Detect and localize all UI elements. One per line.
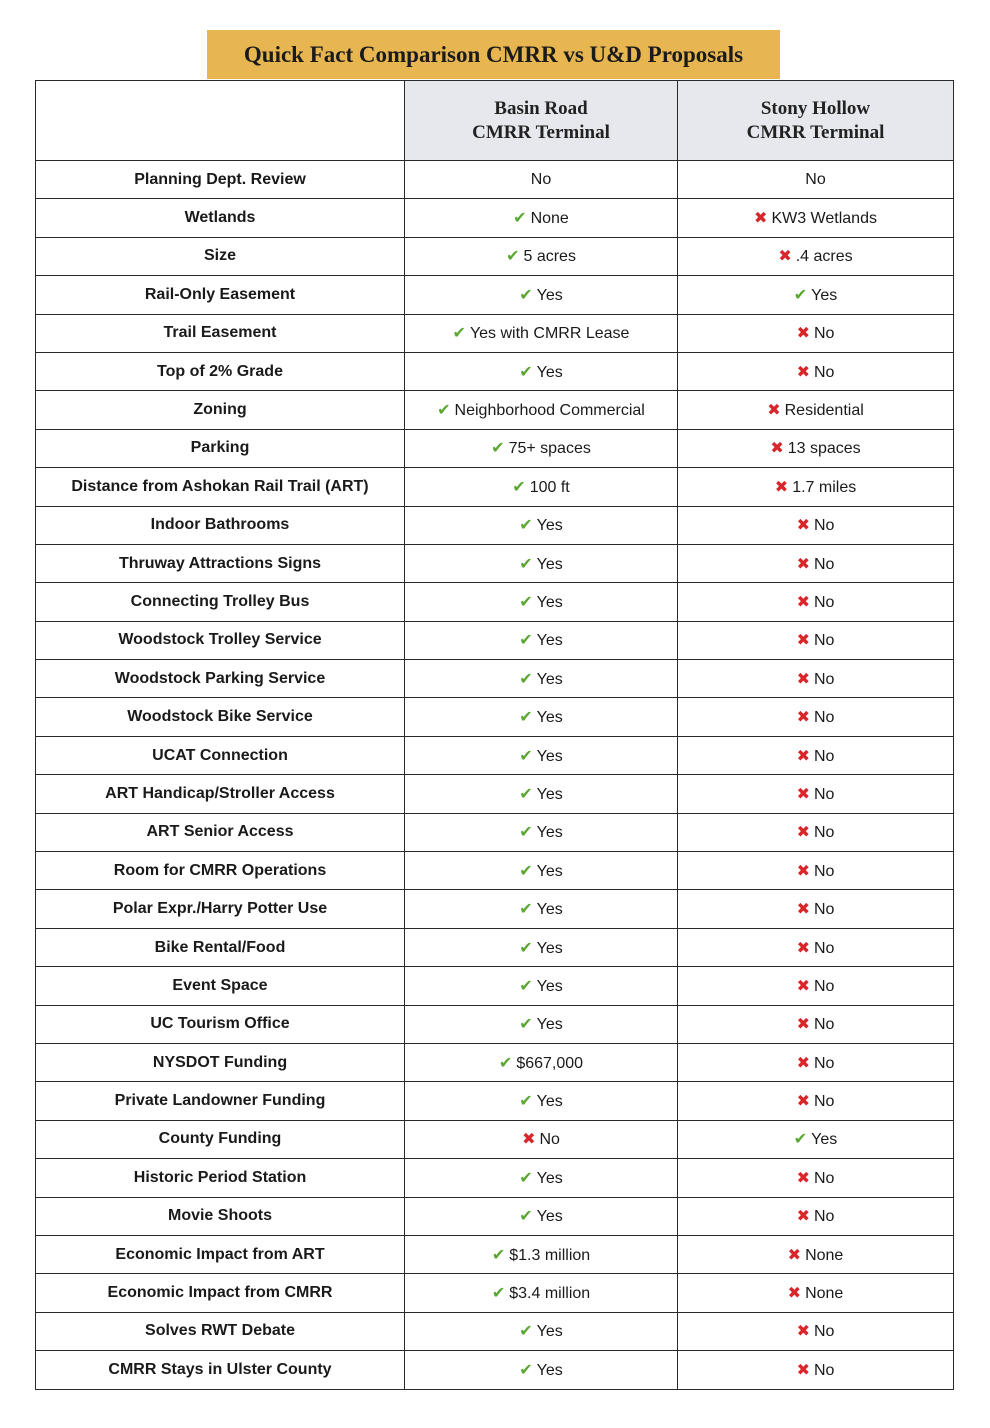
table-row [36,621,954,659]
row-label: NYSDOT Funding [36,1043,405,1081]
stony-hollow-value-cell [678,1082,954,1120]
basin-road-value-cell [405,544,678,582]
value-text: Yes [536,1323,563,1341]
header-blank-cell [36,81,405,161]
value-text: Yes [811,286,838,304]
cross-icon: ✖ [796,325,810,343]
table-row [36,161,954,199]
value-text: No [813,517,835,535]
basin-road-value-cell [405,852,678,890]
check-icon: ✔ [491,1246,506,1264]
check-icon: ✔ [498,1054,513,1072]
row-label: Zoning [36,391,405,429]
basin-road-value-cell [405,1235,678,1273]
check-icon: ✔ [519,1169,533,1187]
value-text: No [813,862,835,880]
table-row [36,391,954,429]
table-row [36,544,954,582]
cross-icon: ✖ [796,1016,810,1034]
column-header-line1: Basin Road [494,97,588,119]
basin-road-value-cell [405,1159,678,1197]
cross-icon: ✖ [796,785,810,803]
table-row [36,1274,954,1312]
value-text: Yes [536,939,563,957]
basin-road-value-cell [405,928,678,966]
value-text: No [813,325,835,343]
check-icon: ✔ [506,248,520,266]
cross-icon: ✖ [796,1093,810,1111]
row-label: Size [36,237,405,275]
cross-icon: ✖ [796,824,810,842]
column-header-line2: CMRR Terminal [746,121,885,143]
check-icon: ✔ [519,517,533,535]
cross-icon: ✖ [796,555,810,573]
row-label: Bike Rental/Food [36,928,405,966]
table-row [36,506,954,544]
check-icon: ✔ [519,785,533,803]
cross-icon: ✖ [796,1323,810,1341]
stony-hollow-value-cell [678,890,954,928]
basin-road-value-cell [405,1351,678,1389]
value-text: Yes [536,593,563,611]
table-row [36,928,954,966]
row-label: Rail-Only Easement [36,276,405,314]
stony-hollow-value-cell [678,199,954,237]
table-row [36,199,954,237]
basin-road-value-cell [405,506,678,544]
value-text: No [813,747,835,765]
basin-road-value-cell [405,813,678,851]
value-text: Yes with CMRR Lease [469,325,630,343]
basin-road-value-cell [405,237,678,275]
value-text: No [813,363,835,381]
basin-road-value-cell [405,1312,678,1350]
row-label: Private Landowner Funding [36,1082,405,1120]
value-text: No [530,170,552,188]
row-label: Polar Expr./Harry Potter Use [36,890,405,928]
value-text: Yes [536,286,563,304]
stony-hollow-value-cell [678,391,954,429]
value-text: No [813,939,835,957]
check-icon: ✔ [519,709,533,727]
stony-hollow-value-cell [678,775,954,813]
value-text: No [813,1323,835,1341]
basin-road-value-cell [405,314,678,352]
cross-icon: ✖ [796,709,810,727]
row-label: UC Tourism Office [36,1005,405,1043]
cross-icon: ✖ [796,747,810,765]
stony-hollow-value-cell [678,852,954,890]
cross-icon: ✖ [796,939,810,957]
column-header-line1: Stony Hollow [760,97,871,119]
table-row [36,1043,954,1081]
cross-icon: ✖ [787,1246,802,1264]
page-title: Quick Fact Comparison CMRR vs U&D Proposals [207,30,780,79]
table-row [36,1120,954,1158]
row-label: UCAT Connection [36,736,405,774]
check-icon: ✔ [452,325,466,343]
row-label: Thruway Attractions Signs [36,544,405,582]
basin-road-value-cell [405,660,678,698]
value-text: Yes [536,1169,563,1187]
stony-hollow-value-cell [678,429,954,467]
value-text: Residential [784,402,864,420]
row-label: Woodstock Trolley Service [36,621,405,659]
stony-hollow-value-cell [678,967,954,1005]
stony-hollow-value-cell [678,1197,954,1235]
value-text: Yes [536,1016,563,1034]
stony-hollow-value-cell [678,506,954,544]
row-label: County Funding [36,1120,405,1158]
value-text: No [805,170,826,188]
value-text: No [813,1016,835,1034]
value-text: Yes [811,1131,838,1149]
check-icon: ✔ [519,1093,533,1111]
row-label: Economic Impact from ART [36,1235,405,1273]
value-text: 5 acres [523,248,576,266]
value-text: No [813,824,835,842]
table-row [36,1005,954,1043]
comparison-table [35,80,954,1390]
table-row [36,1351,954,1389]
value-text: .4 acres [795,248,853,266]
cross-icon: ✖ [778,248,792,266]
table-row [36,468,954,506]
basin-road-value-cell [405,468,678,506]
value-text: No [813,1093,835,1111]
stony-hollow-value-cell [678,660,954,698]
table-row [36,1235,954,1273]
basin-road-value-cell [405,890,678,928]
basin-road-value-cell [405,161,678,199]
row-label: Event Space [36,967,405,1005]
table-row [36,736,954,774]
check-icon: ✔ [793,286,808,304]
stony-hollow-value-cell [678,1120,954,1158]
value-text: None [805,1285,844,1303]
row-label: Wetlands [36,199,405,237]
value-text: Yes [536,785,563,803]
table-row [36,775,954,813]
value-text: $667,000 [516,1054,584,1072]
row-label: Distance from Ashokan Rail Trail (ART) [36,468,405,506]
check-icon: ✔ [519,363,533,381]
stony-hollow-value-cell [678,698,954,736]
row-label: Parking [36,429,405,467]
table-row [36,237,954,275]
check-icon: ✔ [491,1285,506,1303]
column-header-basin-road [405,81,678,161]
row-label: Planning Dept. Review [36,161,405,199]
value-text: None [530,210,569,228]
value-text: 100 ft [529,478,570,496]
cross-icon: ✖ [754,210,768,228]
row-label: ART Senior Access [36,813,405,851]
stony-hollow-value-cell [678,736,954,774]
value-text: Yes [536,555,563,573]
value-text: Yes [536,977,563,995]
table-row [36,583,954,621]
check-icon: ✔ [519,593,533,611]
value-text: Yes [536,862,563,880]
check-icon: ✔ [491,440,505,458]
stony-hollow-value-cell [678,1005,954,1043]
value-text: Yes [536,632,563,650]
table-row [36,698,954,736]
basin-road-value-cell [405,391,678,429]
cross-icon: ✖ [796,1169,810,1187]
stony-hollow-value-cell [678,1312,954,1350]
stony-hollow-value-cell [678,928,954,966]
value-text: Yes [536,901,563,919]
check-icon: ✔ [519,1323,533,1341]
cross-icon: ✖ [796,862,810,880]
value-text: Yes [536,1208,563,1226]
cross-icon: ✖ [796,1208,810,1226]
check-icon: ✔ [519,286,533,304]
value-text: No [813,670,835,688]
check-icon: ✔ [513,210,527,228]
basin-road-value-cell [405,429,678,467]
cross-icon: ✖ [522,1131,536,1149]
table-row [36,1312,954,1350]
value-text: No [813,1208,835,1226]
check-icon: ✔ [519,1016,533,1034]
stony-hollow-value-cell [678,468,954,506]
check-icon: ✔ [519,901,533,919]
table-row [36,276,954,314]
stony-hollow-value-cell [678,1274,954,1312]
table-row [36,1197,954,1235]
cross-icon: ✖ [796,1361,810,1379]
cross-icon: ✖ [767,402,781,420]
check-icon: ✔ [519,1208,533,1226]
basin-road-value-cell [405,1274,678,1312]
stony-hollow-value-cell [678,237,954,275]
stony-hollow-value-cell [678,352,954,390]
basin-road-value-cell [405,775,678,813]
row-label: Solves RWT Debate [36,1312,405,1350]
cross-icon: ✖ [796,517,810,535]
row-label: Room for CMRR Operations [36,852,405,890]
stony-hollow-value-cell [678,161,954,199]
basin-road-value-cell [405,276,678,314]
row-label: ART Handicap/Stroller Access [36,775,405,813]
basin-road-value-cell [405,1082,678,1120]
value-text: No [813,1169,835,1187]
row-label: Woodstock Bike Service [36,698,405,736]
table-row [36,1082,954,1120]
stony-hollow-value-cell [678,583,954,621]
cross-icon: ✖ [796,1054,810,1072]
basin-road-value-cell [405,621,678,659]
cross-icon: ✖ [796,977,810,995]
value-text: KW3 Wetlands [771,210,877,228]
check-icon: ✔ [519,1361,533,1379]
stony-hollow-value-cell [678,1043,954,1081]
value-text: Yes [536,824,563,842]
check-icon: ✔ [519,824,533,842]
value-text: No [813,1054,835,1072]
basin-road-value-cell [405,1197,678,1235]
cross-icon: ✖ [796,593,810,611]
value-text: $3.4 million [509,1285,591,1303]
value-text: No [813,977,835,995]
value-text: No [813,1361,835,1379]
cross-icon: ✖ [796,901,810,919]
stony-hollow-value-cell [678,1235,954,1273]
value-text: Yes [536,670,563,688]
value-text: No [813,785,835,803]
stony-hollow-value-cell [678,1351,954,1389]
row-label: Top of 2% Grade [36,352,405,390]
table-row [36,967,954,1005]
value-text: None [805,1246,844,1264]
cross-icon: ✖ [796,670,810,688]
table-row [36,352,954,390]
basin-road-value-cell [405,1005,678,1043]
value-text: 1.7 miles [792,478,857,496]
value-text: Yes [536,517,563,535]
cross-icon: ✖ [770,440,784,458]
row-label: Connecting Trolley Bus [36,583,405,621]
value-text: No [813,632,835,650]
basin-road-value-cell [405,1120,678,1158]
value-text: Yes [536,1093,563,1111]
basin-road-value-cell [405,967,678,1005]
row-label: Movie Shoots [36,1197,405,1235]
check-icon: ✔ [793,1131,808,1149]
stony-hollow-value-cell [678,276,954,314]
value-text: $1.3 million [509,1246,591,1264]
table-row [36,314,954,352]
check-icon: ✔ [519,977,533,995]
value-text: Neighborhood Commercial [454,402,645,420]
row-label: Trail Easement [36,314,405,352]
basin-road-value-cell [405,698,678,736]
check-icon: ✔ [519,862,533,880]
basin-road-value-cell [405,352,678,390]
value-text: 75+ spaces [508,440,591,458]
column-header-stony-hollow [678,81,954,161]
row-label: CMRR Stays in Ulster County [36,1351,405,1389]
check-icon: ✔ [519,939,533,957]
check-icon: ✔ [519,555,533,573]
value-text: Yes [536,747,563,765]
basin-road-value-cell [405,736,678,774]
basin-road-value-cell [405,199,678,237]
table-row [36,429,954,467]
row-label: Indoor Bathrooms [36,506,405,544]
value-text: Yes [536,1361,563,1379]
cross-icon: ✖ [774,478,789,496]
check-icon: ✔ [437,402,451,420]
stony-hollow-value-cell [678,621,954,659]
stony-hollow-value-cell [678,544,954,582]
table-row [36,660,954,698]
stony-hollow-value-cell [678,314,954,352]
row-label: Historic Period Station [36,1159,405,1197]
value-text: No [539,1131,560,1149]
table-row [36,852,954,890]
basin-road-value-cell [405,1043,678,1081]
value-text: No [813,709,835,727]
value-text: No [813,901,835,919]
value-text: No [813,555,835,573]
table-row [36,1159,954,1197]
value-text: 13 spaces [787,440,861,458]
table-row [36,813,954,851]
check-icon: ✔ [519,632,533,650]
row-label: Woodstock Parking Service [36,660,405,698]
check-icon: ✔ [519,670,533,688]
stony-hollow-value-cell [678,813,954,851]
column-header-line2: CMRR Terminal [472,121,610,143]
basin-road-value-cell [405,583,678,621]
value-text: Yes [536,363,563,381]
cross-icon: ✖ [796,632,810,650]
value-text: No [813,593,835,611]
stony-hollow-value-cell [678,1159,954,1197]
row-label: Economic Impact from CMRR [36,1274,405,1312]
check-icon: ✔ [519,747,533,765]
table-row [36,890,954,928]
check-icon: ✔ [512,478,526,496]
cross-icon: ✖ [796,363,810,381]
cross-icon: ✖ [787,1285,802,1303]
table-header-row [36,81,954,161]
value-text: Yes [536,709,563,727]
